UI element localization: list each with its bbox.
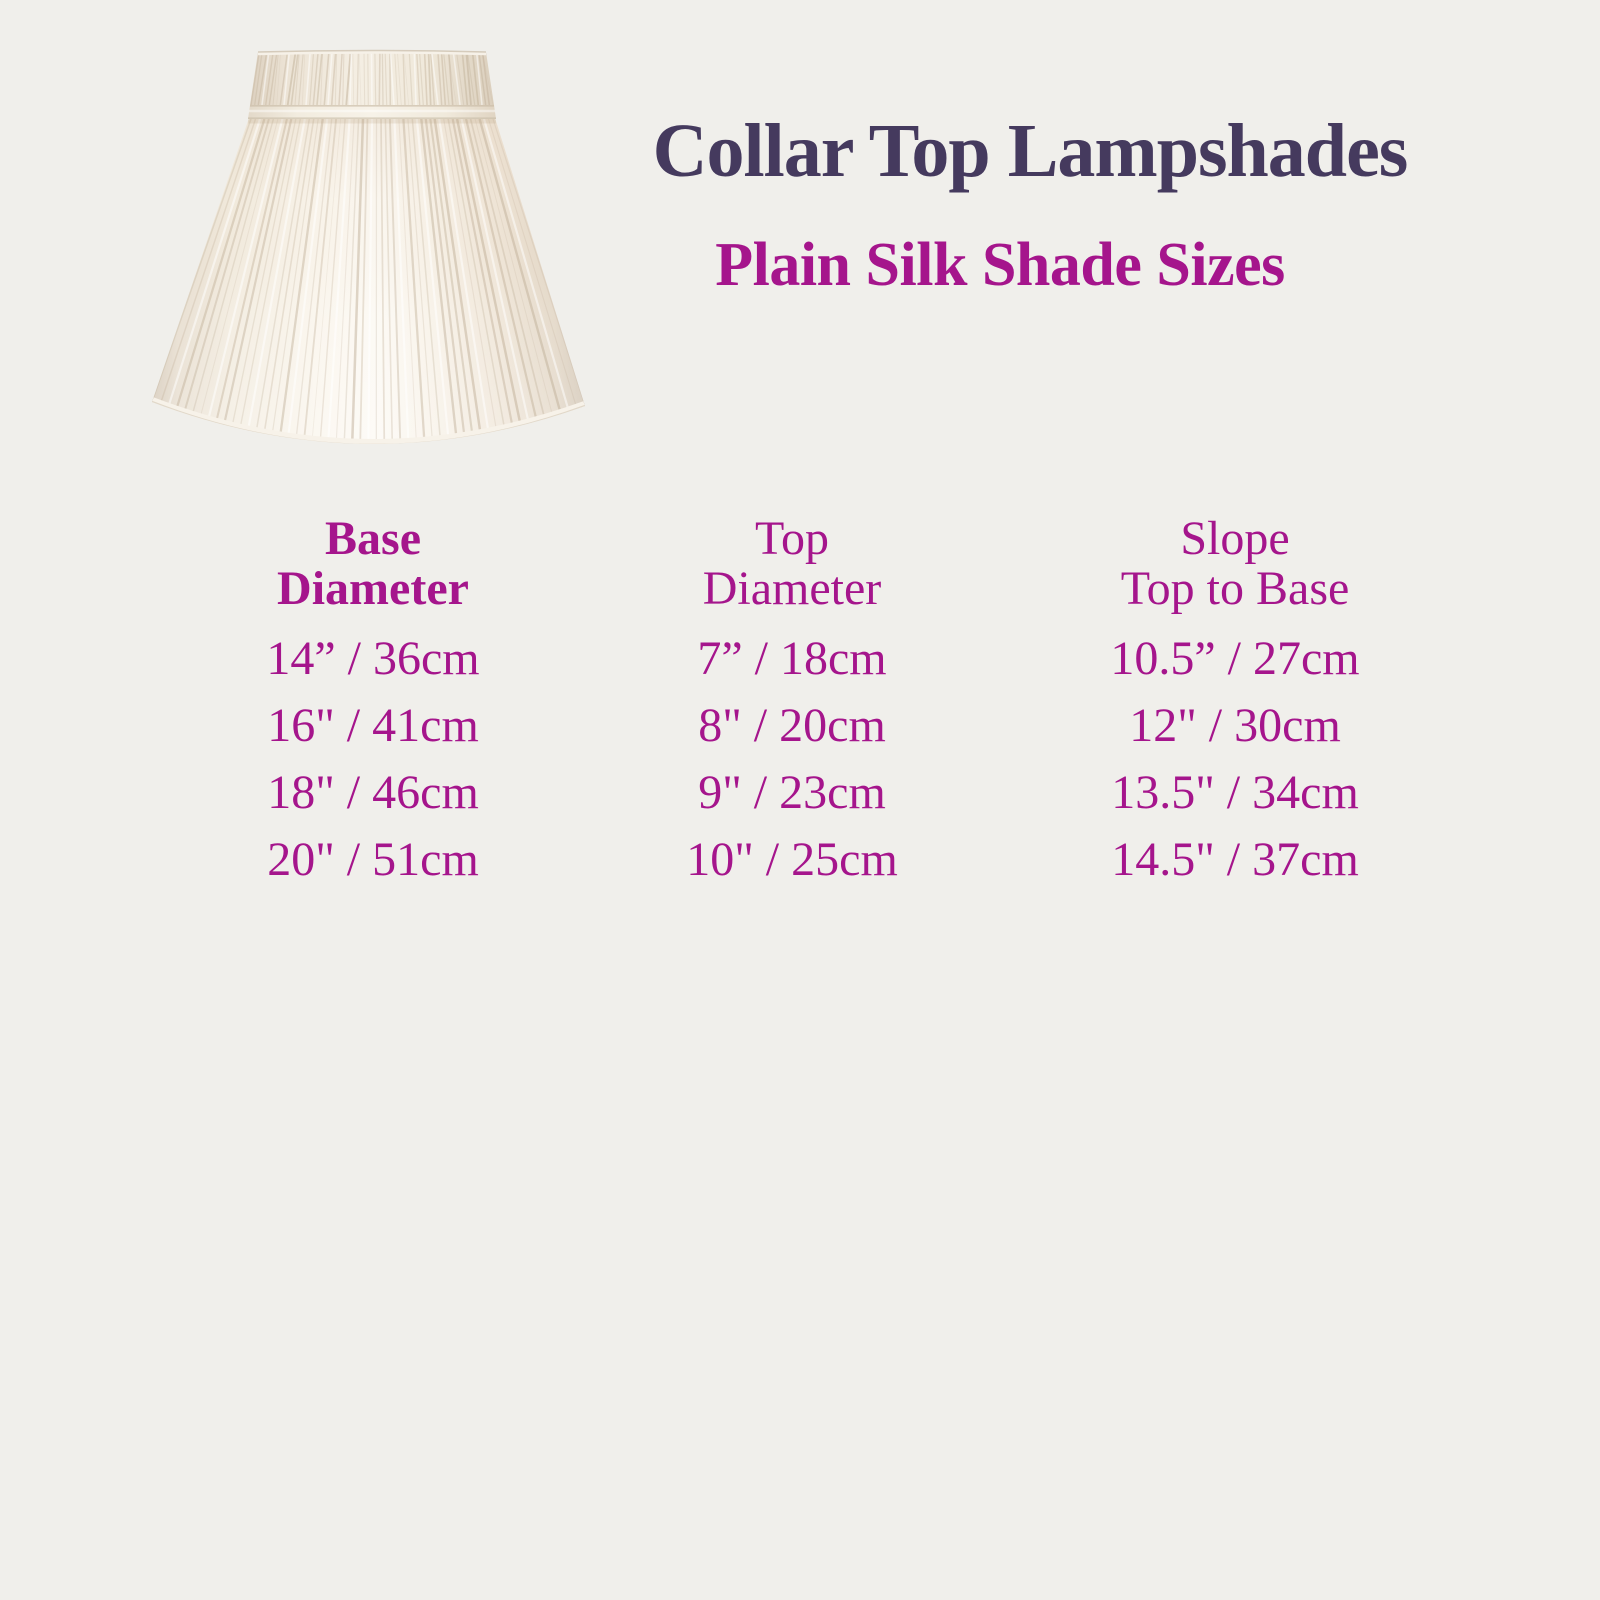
size-value: 14” / 36cm [266,632,480,685]
size-values [582,625,1002,893]
size-value: 12" / 30cm [1129,699,1341,752]
column-header-line: Top [755,512,829,565]
size-column-slope [1025,514,1445,893]
column-header-line: Base [325,512,421,565]
size-column-base-diameter [163,514,583,893]
page-subtitle: Plain Silk Shade Sizes [715,231,1285,299]
page-title: Collar Top Lampshades [652,109,1408,193]
size-values [1025,625,1445,893]
size-value: 13.5" / 34cm [1111,766,1359,819]
column-header-line: Top to Base [1120,562,1350,615]
size-column-top-diameter [582,514,1002,893]
size-value: 10.5” / 27cm [1110,632,1360,685]
column-header-line: Diameter [702,562,882,615]
size-value: 7” / 18cm [697,632,887,685]
size-value: 18" / 46cm [267,766,479,819]
size-value: 14.5" / 37cm [1111,833,1359,886]
size-value: 16" / 41cm [267,699,479,752]
size-value: 10" / 25cm [686,833,898,886]
column-header-line: Slope [1180,512,1290,565]
size-value: 9" / 23cm [698,766,886,819]
size-value: 8" / 20cm [698,699,886,752]
size-values [163,625,583,893]
size-value: 20" / 51cm [267,833,479,886]
column-header-line: Diameter [277,562,469,615]
